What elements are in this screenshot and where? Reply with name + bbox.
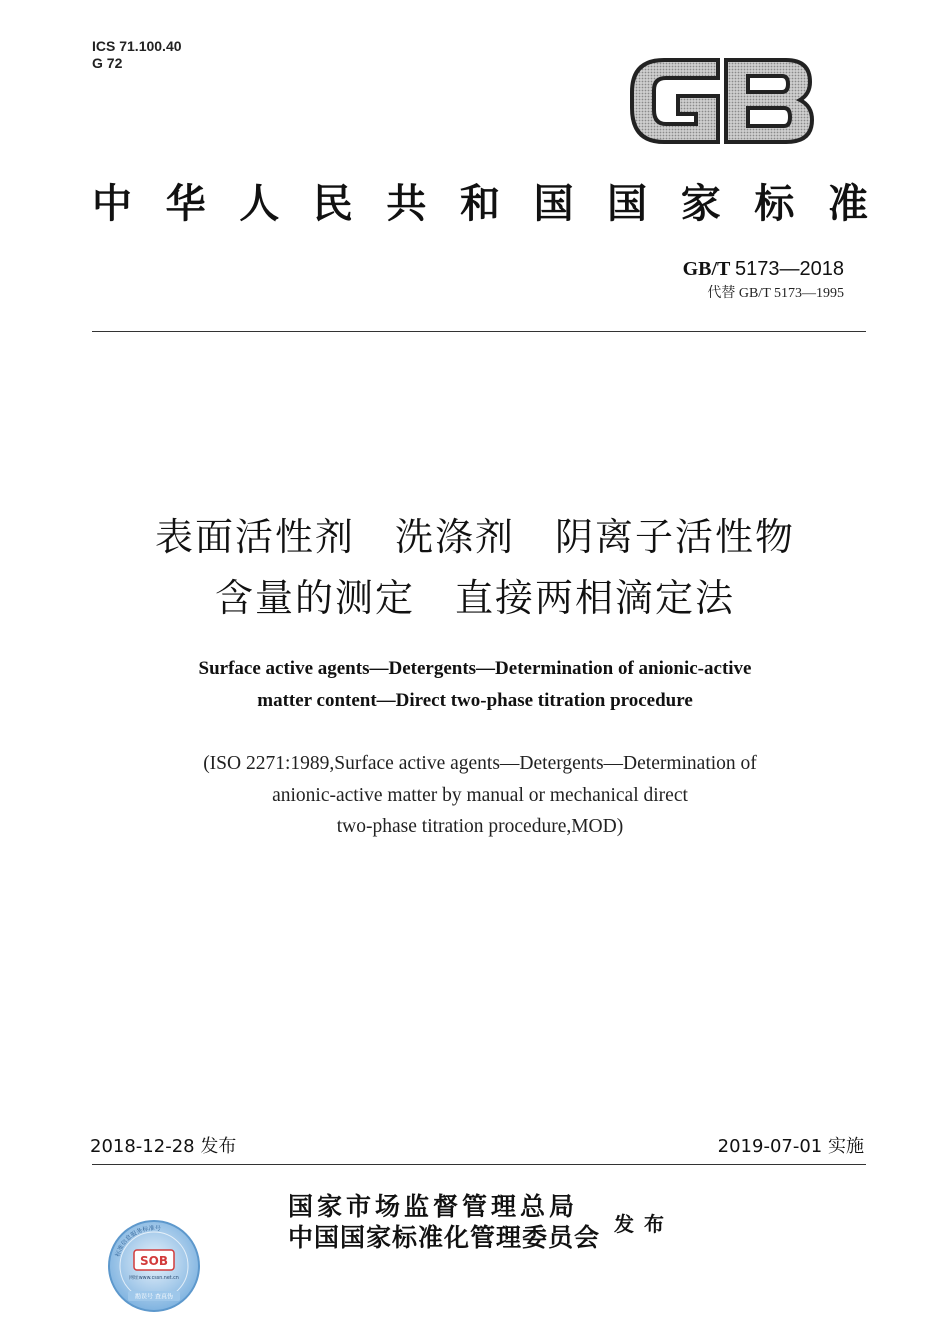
header-divider: [92, 331, 866, 332]
issuer-line-2: 中国国家标准化管理委员会: [288, 1223, 601, 1252]
issuer-line-1: 国家市场监督管理总局: [288, 1192, 579, 1221]
gb-logo: [626, 50, 816, 150]
chinese-title-line-2: 含量的测定 直接两相滴定法: [214, 576, 735, 620]
english-title-line-1: Surface active agents—Detergents—Determination of anionic-active: [198, 658, 752, 679]
ccs-code: G 72: [92, 55, 123, 71]
title-char: 准: [827, 180, 868, 227]
title-char: 中: [92, 180, 132, 227]
standard-number: [683, 258, 844, 281]
ics-classification: [92, 38, 182, 72]
title-char: 民: [312, 180, 353, 227]
standard-number-prefix: GB/T: [682, 258, 731, 280]
issue-word: 发布: [614, 1212, 674, 1236]
national-standard-title: [92, 176, 868, 232]
seal-logo-text: SOB: [140, 1254, 168, 1268]
title-char: 和: [459, 180, 500, 227]
seal-middle-text: 网址www.cssn.net.cn: [129, 1276, 179, 1281]
title-char: 共: [386, 180, 427, 227]
standard-number-digits: 5173—2018: [735, 258, 844, 280]
seal-top-text: 标准信息服务标准号: [114, 1224, 162, 1258]
replaces-standard: 代替 GB/T 5173—1995: [707, 286, 844, 301]
seal-bottom-text: 勘误号 查真伪: [135, 1293, 173, 1301]
title-char: 家: [680, 180, 721, 227]
title-char: 华: [165, 180, 206, 227]
title-char: 国: [533, 180, 574, 227]
ics-code: ICS 71.100.40: [92, 38, 182, 54]
issue-date: 2018-12-28 发布: [90, 1136, 237, 1157]
title-char: 标: [754, 180, 795, 227]
english-title-line-2: matter content—Direct two-phase titration procedure: [257, 690, 693, 711]
chinese-title-line-1: 表面活性剂 洗涤剂 阴离子活性物: [154, 515, 795, 559]
iso-reference-line-2: anionic-active matter by manual or mechanical direct: [272, 785, 688, 806]
title-char: 国: [607, 180, 648, 227]
implementation-date: 2019-07-01 实施: [717, 1136, 864, 1157]
anti-counterfeit-seal-icon: [104, 1218, 204, 1314]
footer-divider: [92, 1164, 866, 1165]
iso-reference-line-1: (ISO 2271:1989,Surface active agents—Detergents—Determination of: [203, 753, 757, 774]
title-char: 人: [239, 180, 280, 227]
iso-reference-line-3: two-phase titration procedure,MOD): [336, 816, 624, 837]
